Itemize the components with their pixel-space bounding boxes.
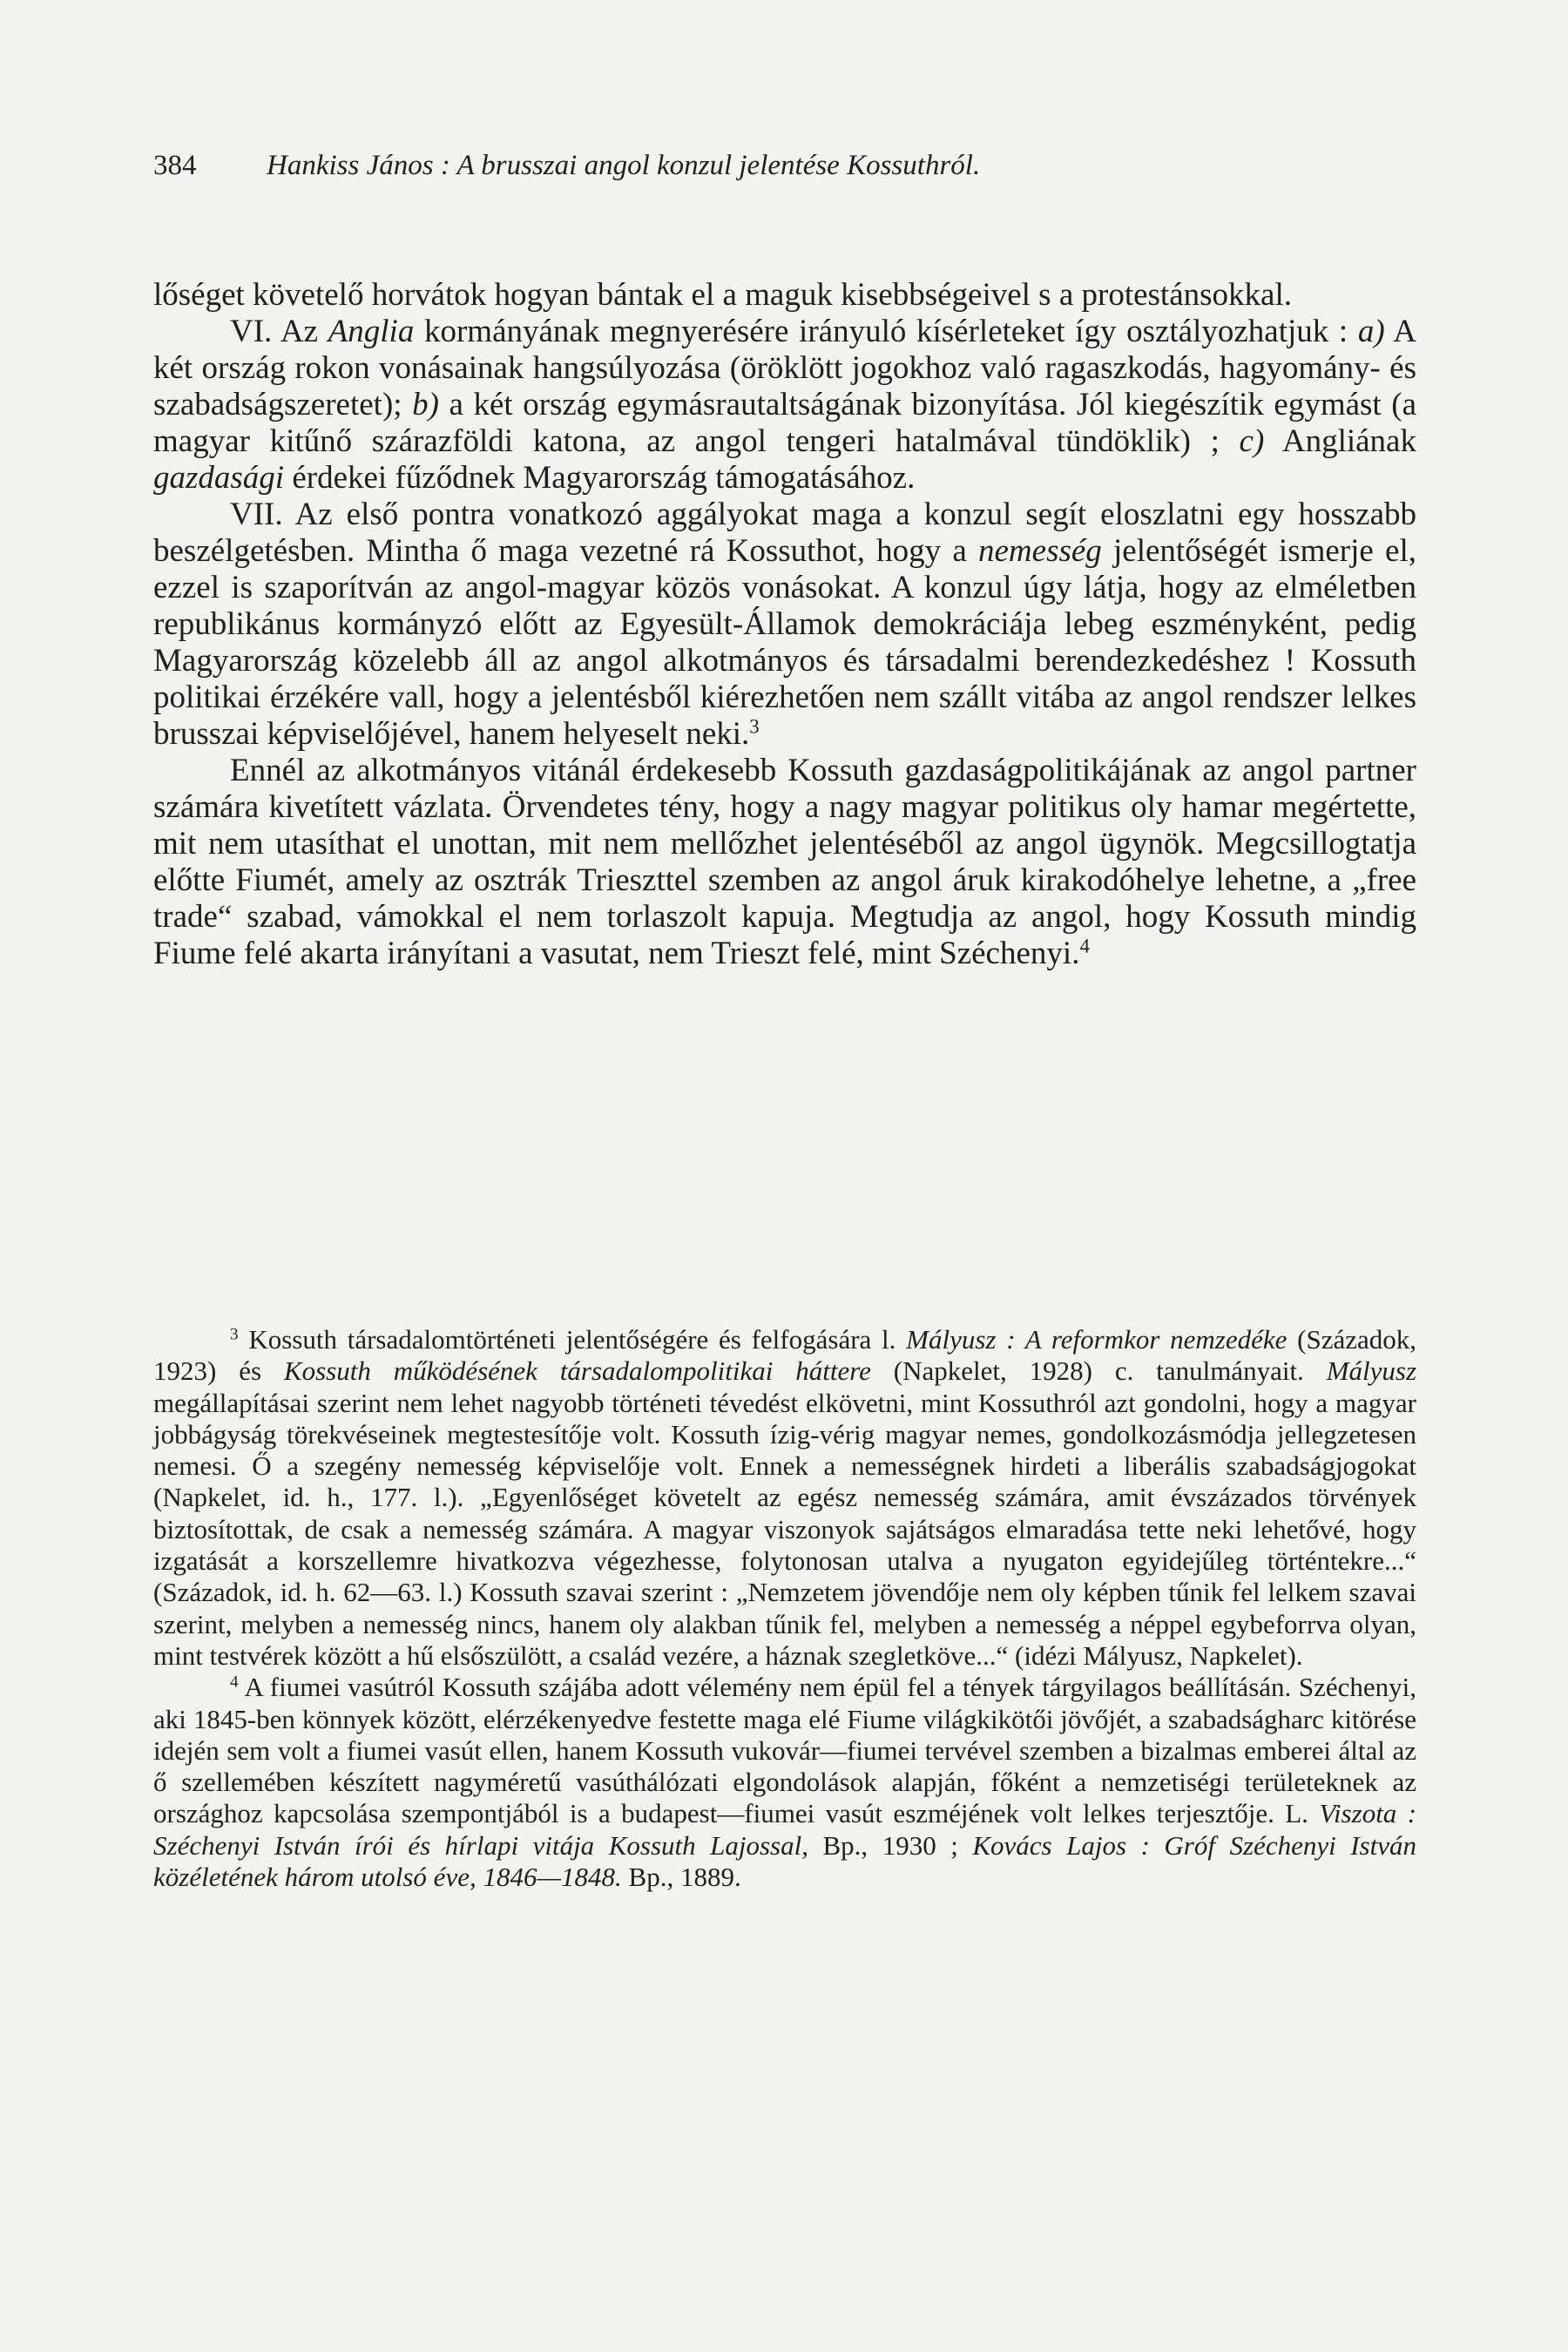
citation-title: Viszota : Széchenyi István írói és hírlapi vitája Kossuth Lajossal, [153,1798,1417,1861]
footnote-mark-4: 4 [230,1673,239,1692]
list-marker-c: c) [1239,423,1265,459]
emphasis-nemesseg: nemesség [978,533,1102,569]
footnote-3 [153,1324,1416,1672]
citation-title: Kossuth működésének társadalompolitikai háttere [283,1355,871,1387]
text-run: megállapításai szerint nem lehet nagyobb történeti tévedést elkövetni, mint Kossuthról azt gondolni, hogy a magyar jobbágyság törekvéseinek megtestesítője volt. Kossuth ízig-vérig magyar nemes, gondolkozásmódja jellegzetesen nemesi. Ő a szegény nemesség képviselője volt. Ennek a nemességnek hirdeti a liberális szabadságjogokat (Napkelet, id. h., 177. l.). „Egyenlőséget követelt az egész nemesség számára, amit évszázados törvények biztosítottak, de csak a nemesség számára. A magyar viszonyok sajátságos elmaradása tette neki lehetővé, hogy izgatását a korszellemre hivatkozva végezhesse, folytonosan utalva a nyugaton egyidejűleg történtekre...“ (Századok, id. h. 62—63. l.) Kossuth szavai szerint : „Nemzetem jövendője nem oly képben tűnik fel lelkem szavai szerint, melyben a nemesség nincs, hanem oly alakban tűnik fel, melyben a nemesség a néppel egybeforrva olyan, mint testvérek között a hű elsőszülött, a család vezére, a háznak szegletköve...“ (idézi Mályusz, Napkelet). [153,1387,1416,1671]
footnote-mark-3: 3 [230,1325,239,1344]
paragraph-section-vii [153,497,1416,753]
paragraph-continued [153,277,1416,314]
footnote-ref-3[interactable]: 3 [749,715,760,738]
citation-title: Kovács Lajos : Gróf Széchenyi István közéletének három utolsó éve, 1846—1848. [153,1829,1416,1893]
list-marker-b: b) [412,387,439,422]
author-name: Mályusz [1326,1355,1417,1387]
text-run: jelentőségét ismerje el, ezzel is szaporítván az angol-magyar közös vonásokat. A konzul úgy látja, hogy az elméletben republikánus kormányzó előtt az Egyesült-Államok demokráciája lebeg eszményként, pedig Magyarország közelebb áll az angol alkotmányos és társadalmi berendezkedéshez ! Kossuth politikai érzékére vall, hogy a jelentésből kiérezhetően nem szállt vitába az angol rendszer lelkes brusszai képviselőjével, hanem helyeselt neki. [153,533,1416,752]
text-run: kormányának megnyerésére irányuló kísérleteket így osztályozhatjuk : [414,314,1358,349]
text-run: A fiumei vasútról Kossuth szájába adott vélemény nem épül fel a tények tárgyilagos beállításán. Széchenyi, aki 1845-ben könnyek között, elérzékenyedve festette maga elé Fiume világkikötői jövőjét, a szabadságharc kitörése idején sem volt a fiumei vasút ellen, hanem Kossuth vukovár—fiumei tervével szemben a bizalmas emberei által az ő szellemében készített nagyméretű vasúthálózati elgondolások alapján, főként a nemzetiségi területeknek az országhoz kapcsolása szempontjából is a budapest—fiumei vasút eszméjének volt lelkes terjesztője. L. [153,1672,1416,1829]
text-run: VII. Az első pontra vonatkozó aggályokat maga a konzul segít eloszlatni egy hosszabb beszélgetésben. Mintha ő maga vezetné rá Kossuthot, hogy a [153,497,1416,569]
text-run: Bp., 1889. [621,1862,741,1893]
paragraph-section-vi [153,314,1416,497]
text-run: érdekei fűződnek Magyarország támogatásához. [284,460,916,496]
footnote-ref-4[interactable]: 4 [1079,935,1090,957]
paragraph-economics [153,753,1416,972]
text-run: Bp., 1930 ; [808,1829,973,1861]
text-run: Ennél az alkotmányos vitánál érdekesebb Kossuth gazdaságpolitikájának az angol partner számára kivetített vázlata. Örvendetes tény, hogy a nagy magyar politikus oly hamar megértette, mit nem utasíthat el unottan, mit nem mellőzhet jelentéséből az angol ügynök. Megcsillogtatja előtte Fiumét, amely az osztrák Trieszttel szemben az angol áruk kirakodóhelye lehetne, a „free trade“ szabad, vámokkal el nem torlaszolt kapuja. Megtudja az angol, hogy Kossuth mindig Fiume felé akarta irányítani a vasutat, nem Trieszt felé, mint Széchenyi. [153,753,1416,971]
running-header [153,148,1425,183]
text-run: a két ország egymásrautaltságának bizonyítása. Jól kiegészítik egymást (a magyar kitűnő szárazföldi katona, az angol tengeri hatalmával tündöklik) ; [153,387,1416,459]
citation-title: Mályusz : A reformkor nemzedéke [906,1324,1288,1355]
main-text [153,277,1416,972]
footnote-4 [153,1672,1416,1893]
page-number: 384 [153,150,197,181]
paragraph-text: lőséget követelő horvátok hogyan bántak el a maguk kisebbségeivel s a protestánsokkal. [153,277,1292,313]
emphasis-gazdasagi: gazdasági [153,460,285,496]
text-run: (Századok, 1923) és [153,1324,1416,1387]
list-marker-a: a) [1357,314,1385,349]
text-run: VI. Az [230,314,328,349]
running-title: Hankiss János : A brusszai angol konzul jelentése Kossuthról. [267,150,981,181]
text-run: (Napkelet, 1928) c. tanulmányait. [870,1355,1327,1387]
text-run: A két ország rokon vonásainak hangsúlyozása (öröklött jogokhoz való ragaszkodás, hagyomány- és szabadságszeretet); [153,314,1416,422]
footnotes [153,1324,1416,1893]
emphasis-anglia: Anglia [328,314,415,349]
text-run: Angliának [1264,423,1416,459]
text-run: Kossuth társadalomtörténeti jelentőségére és felfogására l. [238,1324,907,1355]
